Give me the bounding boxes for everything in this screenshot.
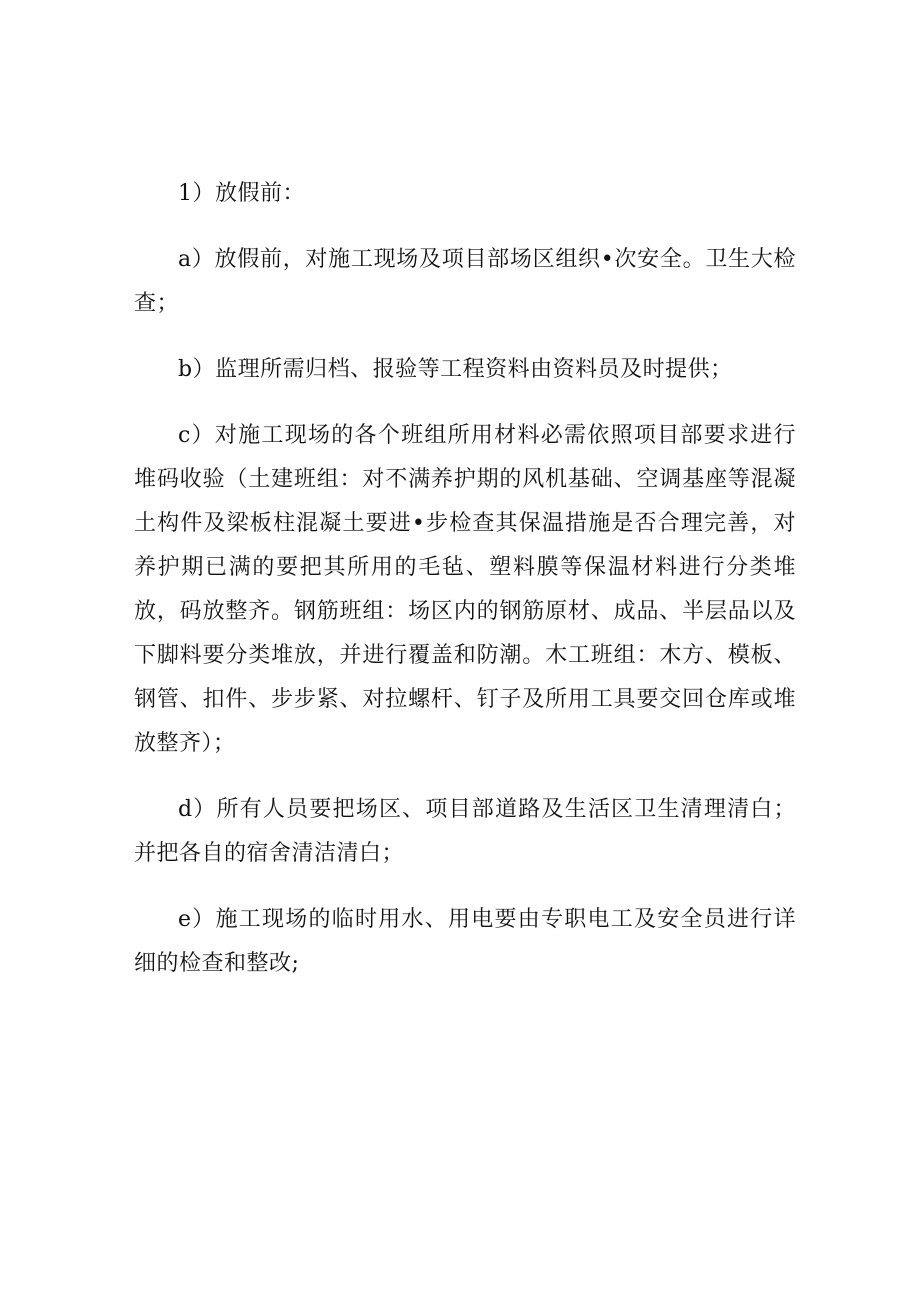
- paragraph-item-e: e）施工现场的临时用水、用电要由专职电工及安全员进行详细的检查和整改;: [134, 907, 796, 976]
- paragraph-item-d: d）所有人员要把场区、项目部道路及生活区卫生清理清白；并把各自的宿舍清洁清白；: [134, 797, 796, 866]
- document-body: [134, 172, 796, 986]
- paragraph-item-c: c）对施工现场的各个班组所用材料必需依照项目部要求进行堆码收验（土建班组：对不满养护期的风机基础、空调基座等混凝土构件及梁板柱混凝土要进•步检查其保温措施是否合理完善，对养护期已满的要把其所用的毛毡、塑料膜等保温材料进行分类堆放，码放整齐。钢筋班组：场区内的钢筋原材、成品、半层品以及下脚料要分类堆放，并进行覆盖和防潮。木工班组：木方、模板、钢管、扣件、步步紧、对拉螺杆、钉子及所用工具要交回仓库或堆放整齐）；: [134, 423, 796, 756]
- paragraph-item-a: a）放假前，对施工现场及项目部场区组织•次安全。卫生大检查；: [134, 247, 796, 316]
- paragraph-heading-before-holiday: 1）放假前：: [178, 181, 305, 206]
- paragraph-item-b: b）监理所需归档、报验等工程资料由资料员及时提供；: [178, 357, 733, 382]
